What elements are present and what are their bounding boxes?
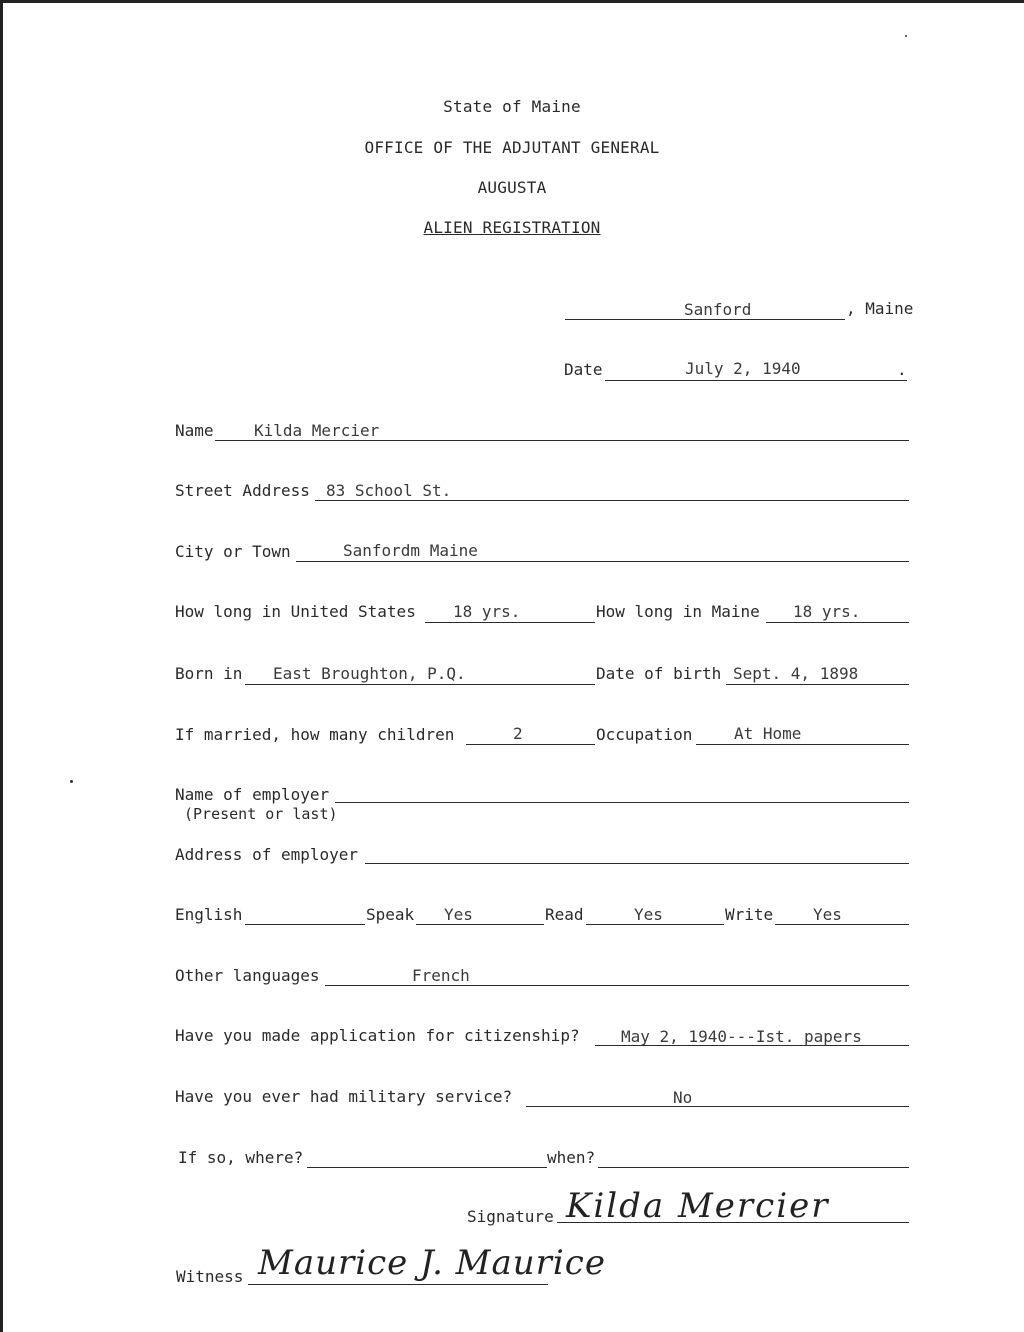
us-years-value: 18 yrs. [453, 602, 521, 621]
maine-years-line [766, 622, 909, 623]
date-value: July 2, 1940 [685, 359, 801, 378]
date-label: Date [564, 360, 603, 379]
us-years-line [425, 622, 595, 623]
witness-value: Maurice J. Maurice [258, 1243, 606, 1283]
english-label: English [175, 905, 243, 924]
occupation-label: Occupation [596, 725, 693, 744]
city-label: City or Town [175, 542, 291, 561]
maine-years-value: 18 yrs. [793, 602, 861, 621]
name-label: Name [175, 421, 214, 440]
military-label: Have you ever had military service? [175, 1087, 513, 1106]
speak-label: Speak [366, 905, 415, 924]
employer-sublabel: (Present or last) [184, 805, 338, 823]
street-line [315, 500, 909, 501]
when-label: when? [547, 1148, 596, 1167]
speak-value: Yes [444, 905, 473, 924]
employer-address-label: Address of employer [175, 845, 359, 864]
write-line [775, 924, 909, 925]
employer-label: Name of employer [175, 785, 330, 804]
occupation-line [696, 744, 909, 745]
street-value: 83 School St. [326, 481, 452, 500]
us-years-label: How long in United States [175, 602, 416, 621]
witness-line [248, 1284, 548, 1285]
born-in-value: East Broughton, P.Q. [273, 664, 466, 683]
military-line [526, 1106, 909, 1107]
born-in-line [245, 684, 595, 685]
other-languages-line [325, 985, 909, 986]
header-title: ALIEN REGISTRATION [423, 218, 601, 237]
other-languages-label: Other languages [175, 966, 320, 985]
date-trail: . [897, 360, 907, 379]
employer-line [335, 802, 909, 803]
write-value: Yes [813, 905, 842, 924]
header-office: OFFICE OF THE ADJUTANT GENERAL [364, 138, 660, 157]
citizenship-label: Have you made application for citizenship? [175, 1026, 580, 1045]
speak-line [416, 924, 544, 925]
place-value: Sanford [684, 300, 752, 319]
occupation-value: At Home [734, 724, 802, 743]
signature-label: Signature [467, 1207, 554, 1226]
city-value: Sanfordm Maine [343, 541, 478, 560]
header-state: State of Maine [443, 97, 581, 116]
birth-date-label: Date of birth [596, 664, 722, 683]
place-suffix: , Maine [846, 299, 914, 318]
scan-speck [70, 780, 73, 783]
when-line [598, 1167, 909, 1168]
other-languages-value: French [412, 966, 470, 985]
children-value: 2 [513, 724, 523, 743]
street-label: Street Address [175, 481, 310, 500]
name-value: Kilda Mercier [254, 421, 380, 440]
header-city: AUGUSTA [477, 178, 547, 197]
write-label: Write [725, 905, 774, 924]
scan-speck [905, 35, 907, 37]
scan-edge-top [0, 0, 1024, 3]
birth-date-line [726, 684, 909, 685]
read-label: Read [545, 905, 584, 924]
where-line [307, 1167, 547, 1168]
name-line [215, 440, 909, 441]
maine-years-label: How long in Maine [596, 602, 760, 621]
city-line [296, 561, 909, 562]
english-line [245, 924, 365, 925]
citizenship-value: May 2, 1940---Ist. papers [621, 1027, 862, 1046]
date-line [605, 380, 907, 381]
where-label: If so, where? [178, 1148, 304, 1167]
place-line [565, 319, 845, 320]
born-in-label: Born in [175, 664, 243, 683]
employer-address-line [365, 863, 909, 864]
read-line [586, 924, 724, 925]
birth-date-value: Sept. 4, 1898 [733, 664, 859, 683]
read-value: Yes [634, 905, 663, 924]
witness-label: Witness [176, 1267, 244, 1286]
children-line [466, 744, 595, 745]
military-value: No [673, 1088, 693, 1107]
children-label: If married, how many children [175, 725, 455, 744]
scan-edge-left [0, 0, 3, 1332]
signature-value: Kilda Mercier [566, 1186, 830, 1226]
